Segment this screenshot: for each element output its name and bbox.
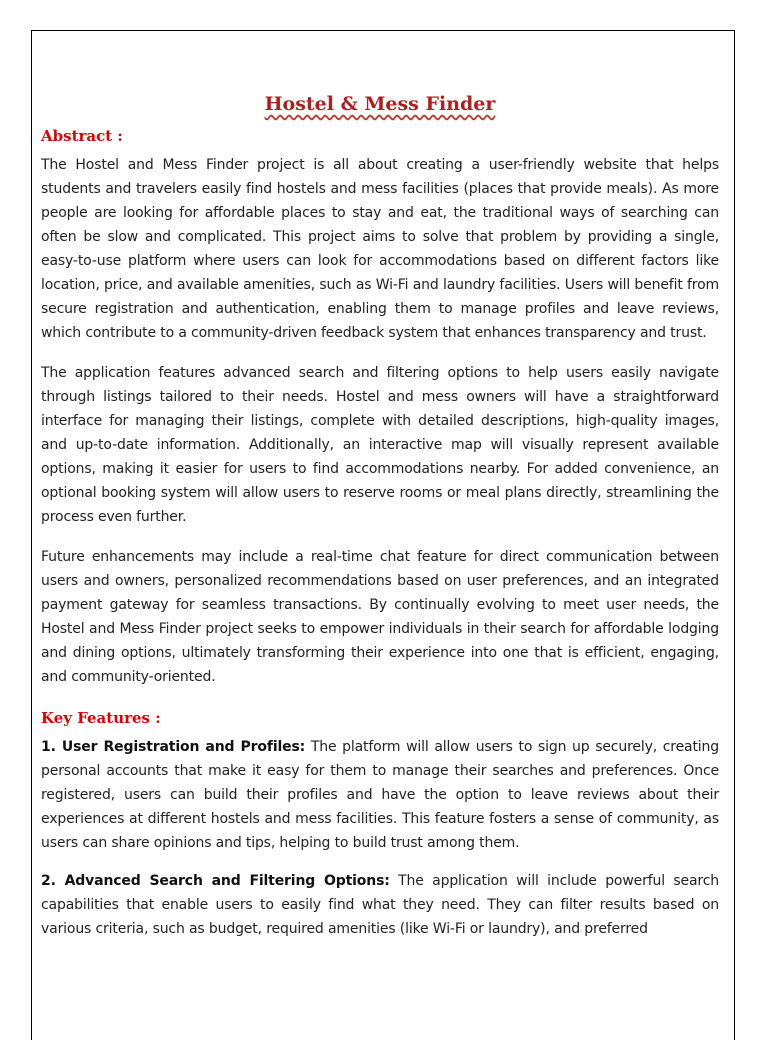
key-features-heading: Key Features : <box>41 709 161 727</box>
feature-label: 2. Advanced Search and Filtering Options: <box>41 873 390 889</box>
feature-text: The application will include powerful search capabilities that enable users to easily find what they need. They can filter results based on various criteria, such as budget, required amenities (like Wi-Fi or laundry), and preferred <box>41 873 719 937</box>
abstract-paragraph-3: Future enhancements may include a real-time chat feature for direct communication between users and owners, personalized recommendations based on user preferences, and an integrated payment gateway for seamless transactions. By continually evolving to meet user needs, the Hostel and Mess Finder project seeks to empower individuals in their search for affordable lodging and dining options, ultimately transforming their experience into one that is efficient, engaging, and community-oriented. <box>41 549 719 685</box>
feature-label: 1. User Registration and Profiles: <box>41 739 306 755</box>
document-content <box>41 91 719 955</box>
document-page <box>31 30 735 1040</box>
document-title: Hostel & Mess Finder <box>264 93 496 115</box>
feature-advanced-search <box>41 869 719 941</box>
feature-user-registration <box>41 735 719 855</box>
abstract-paragraph-2: The application features advanced search and filtering options to help users easily navigate through listings tailored to their needs. Hostel and mess owners will have a straightforward interface for managing their listings, complete with detailed descriptions, high-quality images, and up-to-date information. Additionally, an interactive map will visually represent available options, making it easier for users to find accommodations nearby. For added convenience, an optional booking system will allow users to reserve rooms or meal plans directly, streamlining the process even further. <box>41 365 719 525</box>
abstract-heading: Abstract : <box>41 127 123 145</box>
feature-text: The platform will allow users to sign up securely, creating personal accounts that make it easy for them to manage their searches and preferences. Once registered, users can build their profiles and have the option to leave reviews about their experiences at different hostels and mess facilities. This feature fosters a sense of community, as users can share opinions and tips, helping to build trust among them. <box>41 739 719 851</box>
abstract-paragraph-1: The Hostel and Mess Finder project is all about creating a user-friendly website that helps students and travelers easily find hostels and mess facilities (places that provide meals). As more people are looking for affordable places to stay and eat, the traditional ways of searching can often be slow and complicated. This project aims to solve that problem by providing a single, easy-to-use platform where users can look for accommodations based on different factors like location, price, and available amenities, such as Wi-Fi and laundry facilities. Users will benefit from secure registration and authentication, enabling them to manage profiles and leave reviews, which contribute to a community-driven feedback system that enhances transparency and trust. <box>41 157 719 341</box>
